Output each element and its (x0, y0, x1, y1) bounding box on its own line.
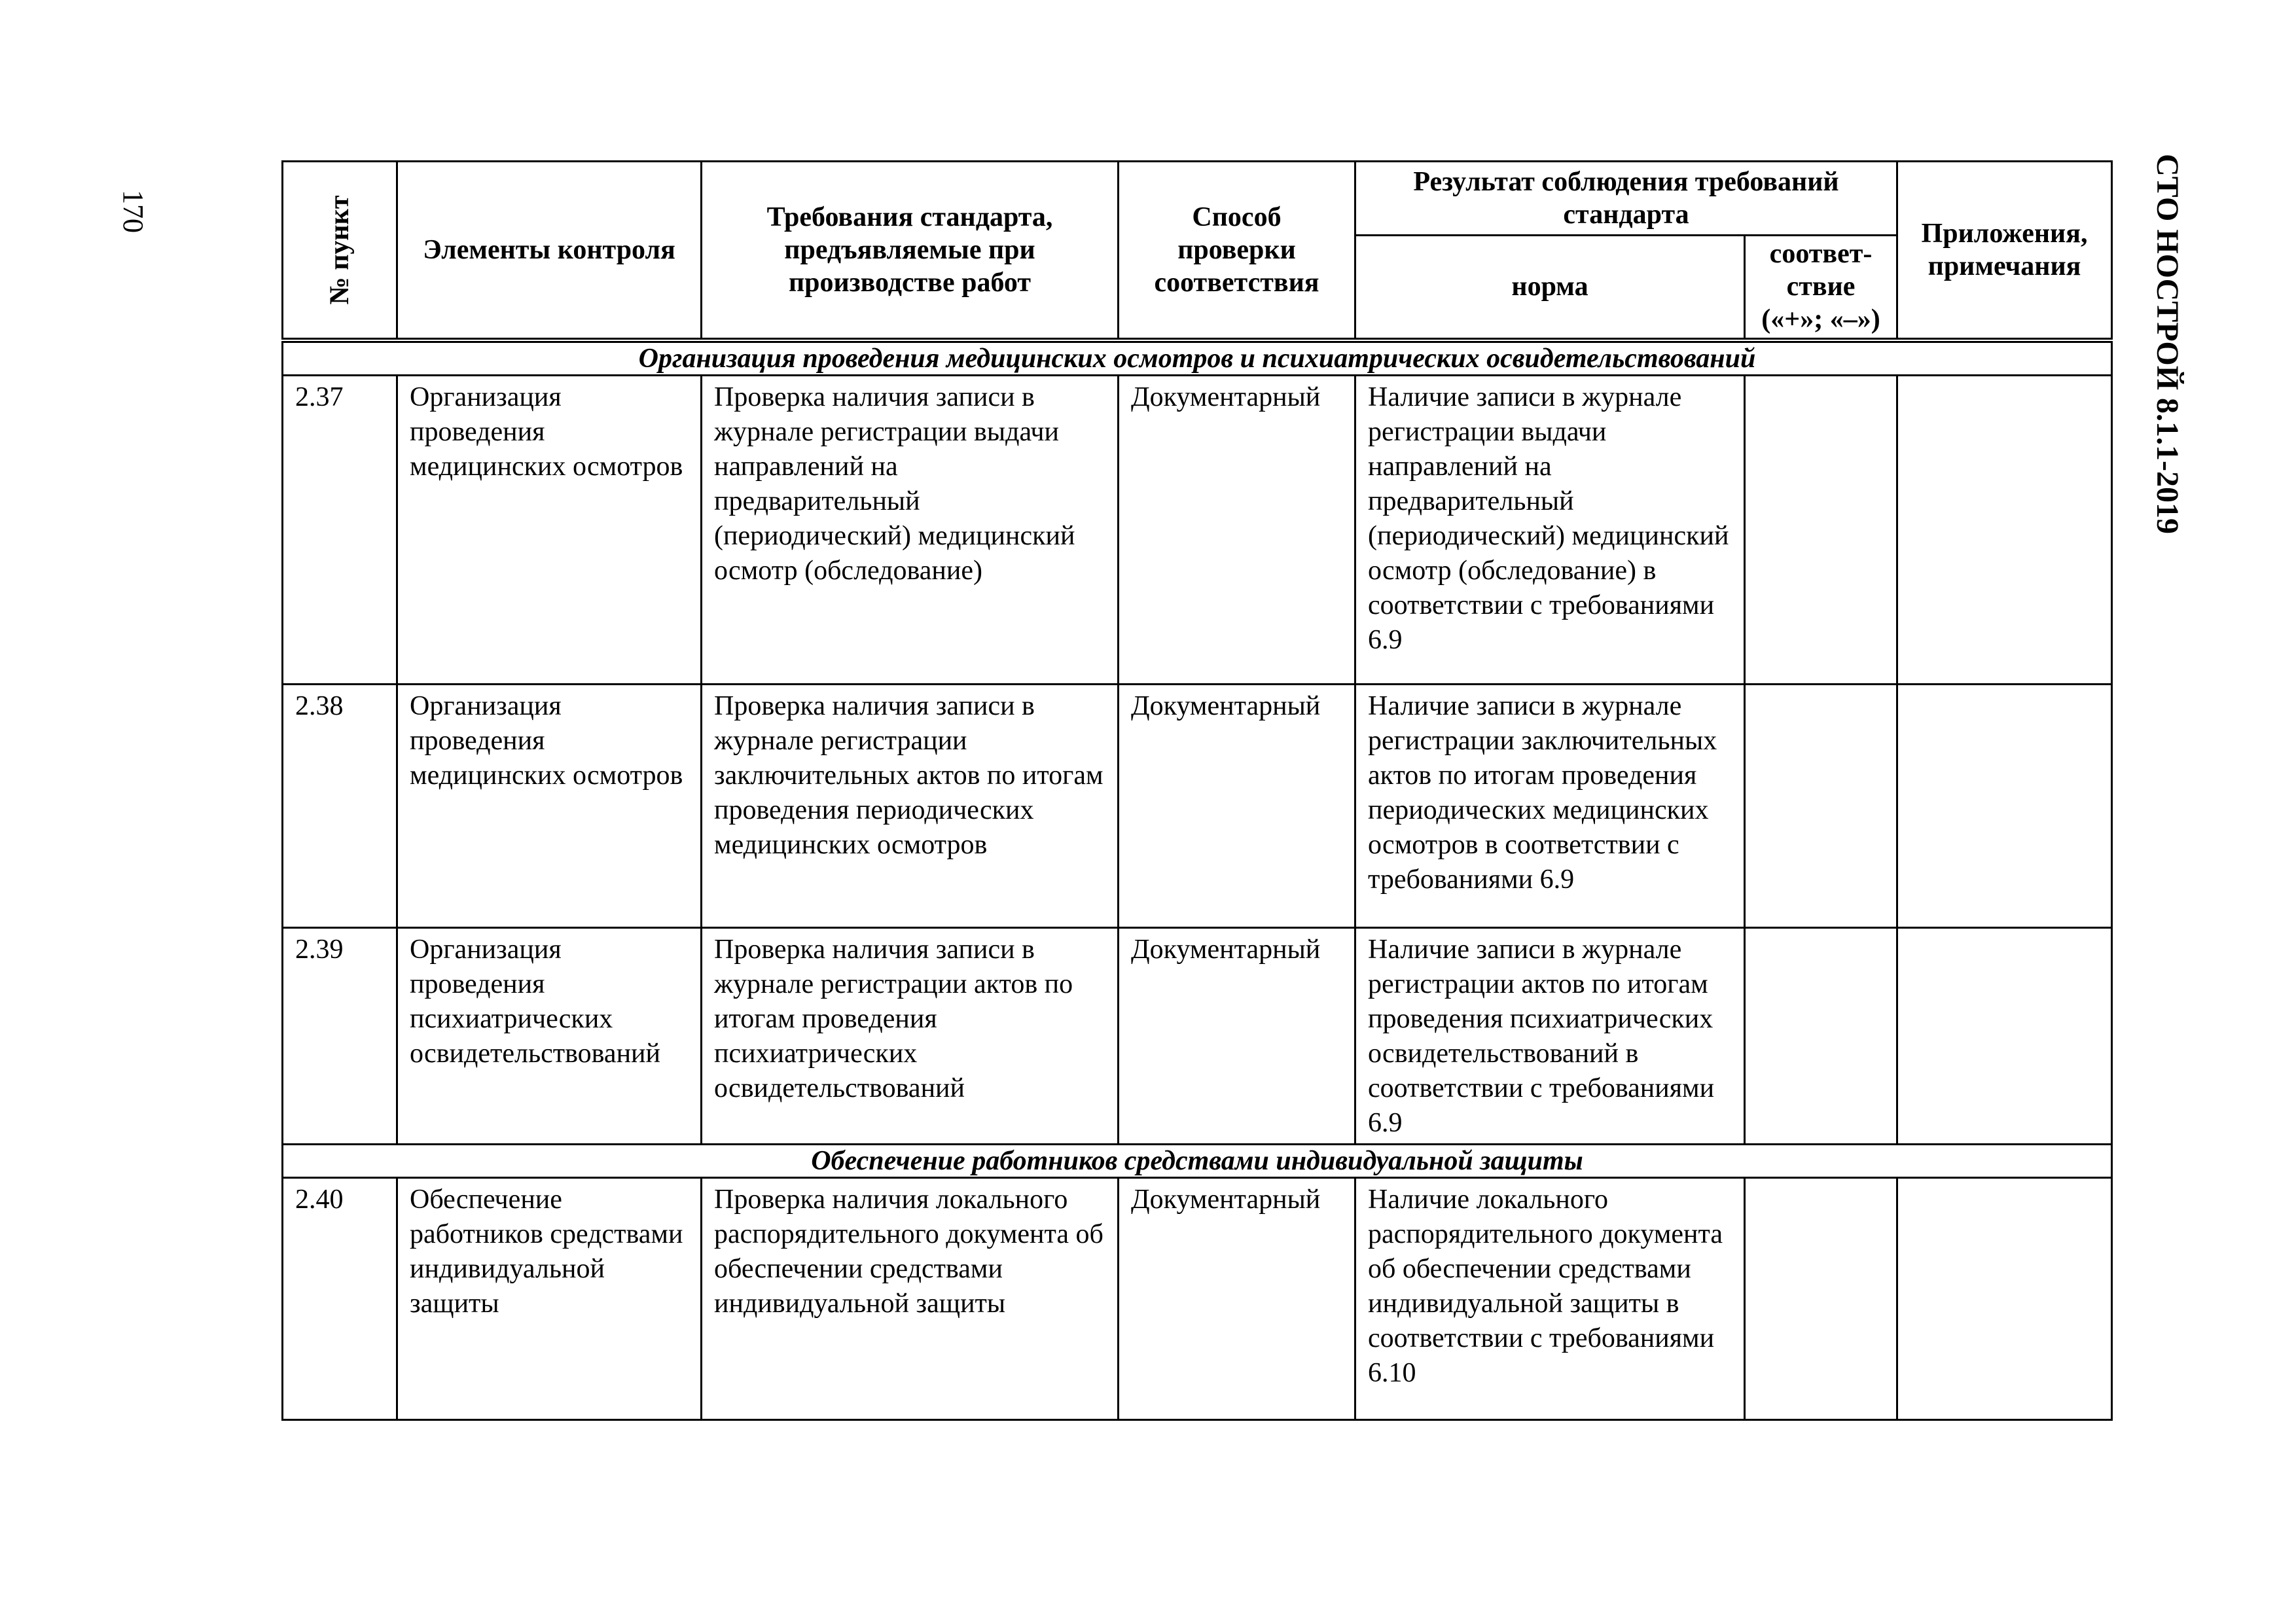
row-element: Организация проведения психиатрических освидетельствований (397, 927, 702, 1144)
page-number (117, 151, 193, 233)
row-method: Документарный (1119, 375, 1355, 684)
row-num: 2.37 (283, 375, 397, 684)
section-title: Организация проведения медицинских осмотров и психиатрических освидетельствований (283, 340, 2112, 376)
row-requirement: Проверка наличия записи в журнале регистрации актов по итогам проведения психиатрических освидетельствований (702, 927, 1119, 1144)
row-method: Документарный (1119, 927, 1355, 1144)
row-requirement: Проверка наличия записи в журнале регистрации выдачи направлений на предварительный (периодический) медицинский осмотр (обследование) (702, 375, 1119, 684)
header-method: Способ проверки соответствия (1119, 162, 1355, 340)
row-norm: Наличие локального распорядительного документа об обеспечении средствами индивидуальной защиты в соответствии с требованиями 6.10 (1355, 1177, 1745, 1419)
row-notes (1897, 1177, 2112, 1419)
row-notes (1897, 684, 2112, 927)
row-num: 2.39 (283, 927, 397, 1144)
inspection-table (281, 160, 2113, 1421)
table-row (283, 684, 2112, 927)
row-requirement: Проверка наличия записи в журнале регистрации заключительных актов по итогам проведения периодических медицинских осмотров (702, 684, 1119, 927)
table-row (283, 1177, 2112, 1419)
row-compliance (1745, 375, 1897, 684)
header-num-text: № пункт (325, 195, 355, 305)
header-requirements: Требования стандарта, предъявляемые при производстве работ (702, 162, 1119, 340)
header-elements: Элементы контроля (397, 162, 702, 340)
row-compliance (1745, 684, 1897, 927)
row-norm: Наличие записи в журнале регистрации выдачи направлений на предварительный (периодический) медицинский осмотр (обследование) в соответствии с требованиями 6.9 (1355, 375, 1745, 684)
row-notes (1897, 375, 2112, 684)
row-requirement: Проверка наличия локального распорядительного документа об обеспечении средствами индивидуальной защиты (702, 1177, 1119, 1419)
row-element: Организация проведения медицинских осмотров (397, 375, 702, 684)
row-notes (1897, 927, 2112, 1144)
row-compliance (1745, 1177, 1897, 1419)
document-code-text: СТО НОСТРОЙ 8.1.1-2019 (2150, 154, 2185, 535)
row-norm: Наличие записи в журнале регистрации актов по итогам проведения психиатрических освидетельствований в соответствии с требованиями 6.9 (1355, 927, 1745, 1144)
row-norm: Наличие записи в журнале регистрации заключительных актов по итогам проведения периодических медицинских осмотров в соответствии с требованиями 6.9 (1355, 684, 1745, 927)
row-num: 2.40 (283, 1177, 397, 1419)
header-notes: Приложения, примечания (1897, 162, 2112, 340)
header-num (283, 162, 397, 340)
page-number-text: 170 (117, 190, 149, 233)
table-header (283, 162, 2112, 340)
document-code (2134, 154, 2232, 579)
row-num: 2.38 (283, 684, 397, 927)
section-title: Обеспечение работников средствами индивидуальной защиты (283, 1144, 2112, 1177)
header-norm: норма (1355, 236, 1745, 340)
table-row (283, 927, 2112, 1144)
row-element: Организация проведения медицинских осмотров (397, 684, 702, 927)
header-compliance: соответ- ствие («+»; «–») (1745, 236, 1897, 340)
table-row (283, 375, 2112, 684)
row-compliance (1745, 927, 1897, 1144)
section-row (283, 340, 2112, 376)
section-row (283, 1144, 2112, 1177)
table-body (283, 340, 2112, 1420)
header-result-group: Результат соблюдения требований стандарта (1355, 162, 1897, 236)
row-element: Обеспечение работников средствами индивидуальной защиты (397, 1177, 702, 1419)
row-method: Документарный (1119, 1177, 1355, 1419)
row-method: Документарный (1119, 684, 1355, 927)
